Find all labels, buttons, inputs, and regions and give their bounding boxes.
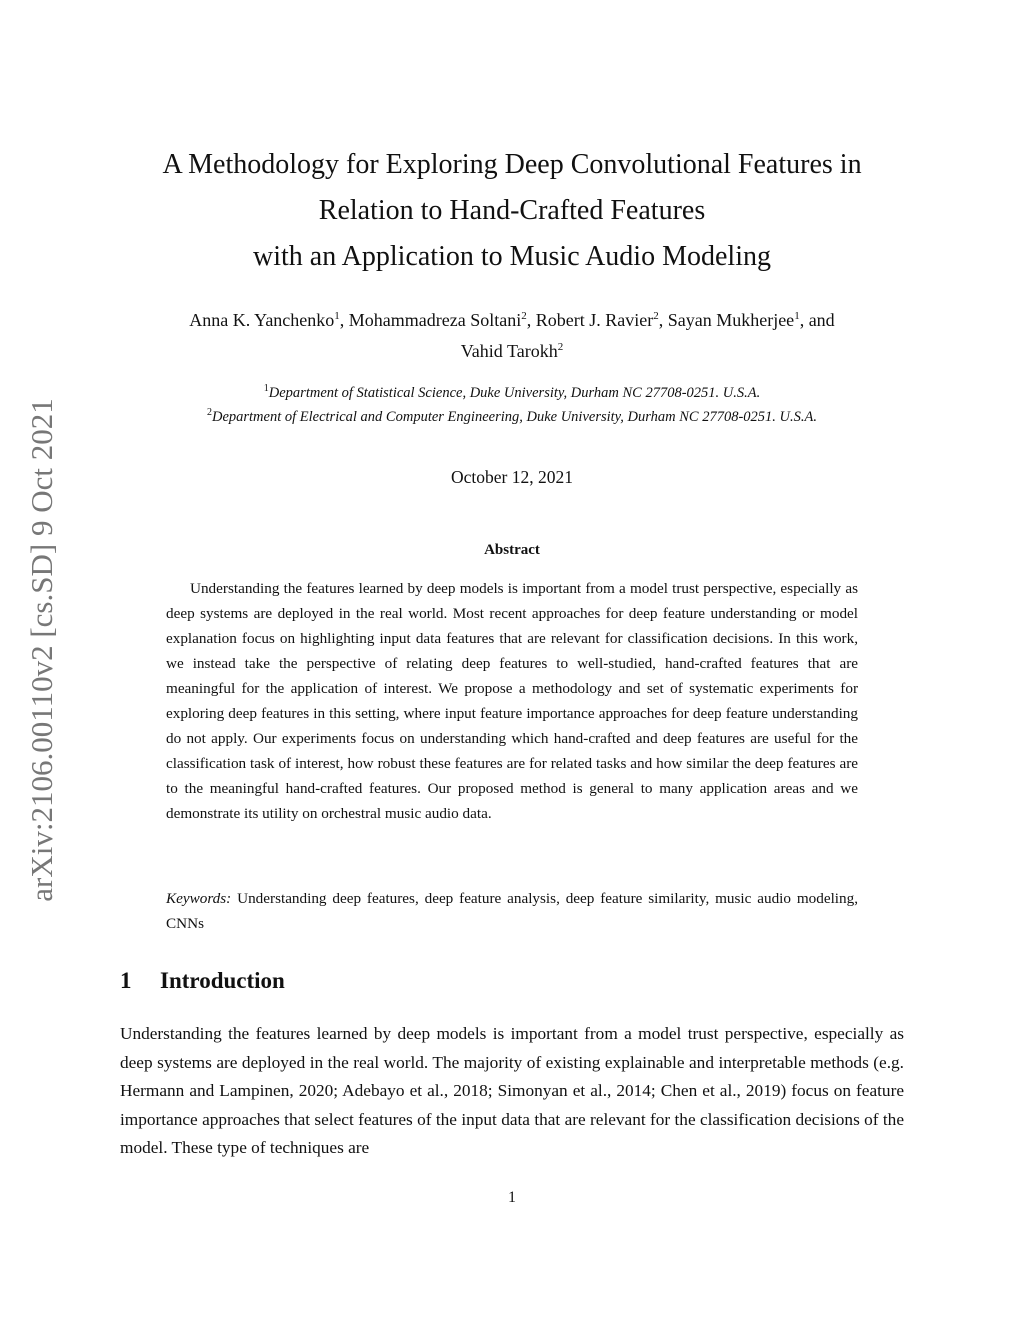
arxiv-stamp	[22, 370, 62, 930]
author-3: Robert J. Ravier$^2$,	[535, 310, 668, 330]
author-list	[110, 303, 914, 365]
page-number: 1	[508, 1189, 516, 1206]
abstract-body: Understanding the features learned by deep models is important from a model trust perspective, especially as deep systems are deployed in the real world. Most recent approaches for deep feature understanding or model explanation focus on highlighting input data features that are relevant for classification decisions. In this work, we instead take the perspective of relating deep features to well-studied, hand-crafted features that are meaningful for the application of interest. We propose a methodology and set of systematic experiments for exploring deep features in this setting, where input feature importance approaches for deep feature understanding do not apply. Our experiments focus on understanding which hand-crafted and deep features are useful for the classification task of interest, how robust these features are for related tasks and how similar the deep features are to the meaningful hand-crafted features. Our proposed method is general to many application areas and we demonstrate its utility on orchestral music audio data.	[166, 580, 858, 822]
affiliation-2: $^2$Department of Electrical and Computer Engineering, Duke University, Durham NC 27708-0251. U.S.A.	[206, 407, 818, 425]
introduction-body: Understanding the features learned by deep models is important from a model trust perspective, especially as deep systems are deployed in the real world. The majority of existing explainable and interpretable methods (e.g. Hermann and Lampinen, 2020; Adebayo et al., 2018; Simonyan et al., 2014; Chen et al., 2019) focus on feature importance approaches that select features of the input data that are relevant for the classification decisions of the model. These type of techniques are	[120, 1024, 904, 1158]
author-4: Sayan Mukherjee$^1$, and	[667, 310, 835, 330]
keywords	[166, 886, 858, 936]
title-line-3: with an Application to Music Audio Modeling	[253, 241, 771, 272]
section-number: 1	[120, 968, 132, 993]
author-1: Anna K. Yanchenko$^1$,	[189, 310, 349, 330]
title-line-1: A Methodology for Exploring Deep Convolutional Features in	[162, 149, 862, 180]
section-title: Introduction	[160, 968, 285, 993]
keywords-label: Keywords:	[166, 890, 232, 907]
affiliation-1: $^1$Department of Statistical Science, Duke University, Durham NC 27708-0251. U.S.A.	[263, 383, 761, 401]
paper-title	[120, 142, 904, 280]
abstract-heading: Abstract	[484, 542, 540, 558]
keywords-text: Understanding deep features, deep feature analysis, deep feature similarity, music audio modeling, CNNs	[166, 890, 858, 932]
arxiv-stamp-text: arXiv:2106.00110v2 [cs.SD] 9 Oct 2021	[24, 398, 59, 902]
author-2: Mohammadreza Soltani$^2$,	[348, 310, 536, 330]
author-5: Vahid Tarokh$^2$	[460, 341, 564, 361]
title-line-2: Relation to Hand-Crafted Features	[318, 195, 706, 226]
paper-date: October 12, 2021	[451, 467, 573, 487]
section-heading-introduction	[120, 968, 285, 994]
